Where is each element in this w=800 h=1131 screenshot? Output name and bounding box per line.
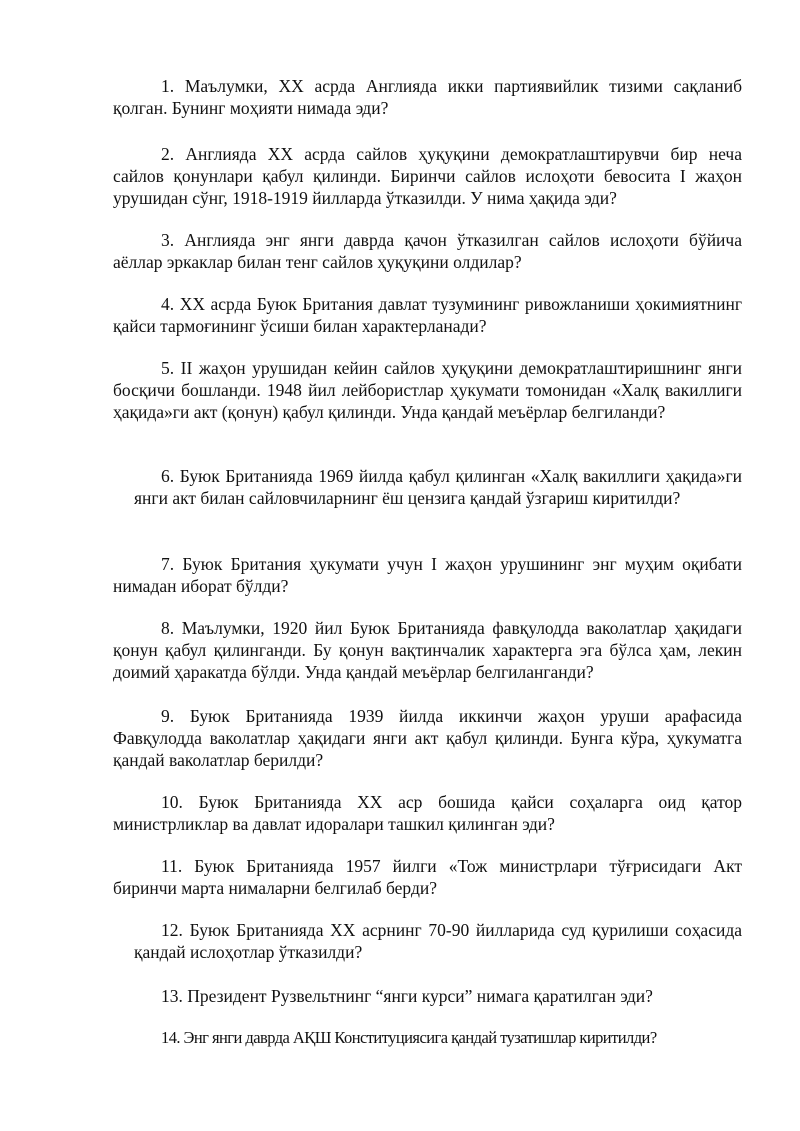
question-3: 3. Англияда энг янги даврда қачон ўтказилган сайлов ислоҳоти бўйича аёллар эркаклар билан тенг сайлов ҳуқуқини олдилар? — [113, 230, 742, 272]
question-12: 12. Буюк Британияда ХХ асрнинг 70-90 йилларида суд қурилиши соҳасида қандай ислоҳотлар ўтказилди? — [134, 920, 742, 962]
question-9: 9. Буюк Британияда 1939 йилда иккинчи жаҳон уруши арафасида Фавқулодда ваколатлар ҳақидаги янги акт қабул қилинди. Бунга кўра, ҳукуматга қандай ваколатлар берилди? — [113, 706, 742, 770]
question-8: 8. Маълумки, 1920 йил Буюк Британияда фавқулодда ваколатлар ҳақидаги қонун қабул қилинганди. Бу қонун вақтинчалик характерга эга бўлса ҳам, лекин доимий ҳаракатда бўлди. Унда қандай меъёрлар белгиланганди? — [113, 618, 742, 682]
question-2: 2. Англияда ХХ асрда сайлов ҳуқуқини демократлаштирувчи бир неча сайлов қонунлари қабул қилинди. Биринчи сайлов ислоҳоти бевосита I жаҳон урушидан сўнг, 1918-1919 йилларда ўтказилди. У нима ҳақида эди? — [113, 144, 742, 208]
question-6: 6. Буюк Британияда 1969 йилда қабул қилинган «Халқ вакиллиги ҳақида»ги янги акт билан сайловчиларнинг ёш цензига қандай ўзгариш киритилди? — [134, 466, 742, 508]
question-11: 11. Буюк Британияда 1957 йилги «Тож министрлари тўғрисидаги Акт биринчи марта нималарни белгилаб берди? — [113, 856, 742, 898]
question-1: 1. Маълумки, ХХ асрда Англияда икки партиявийлик тизими сақланиб қолган. Бунинг моҳияти нимада эди? — [113, 76, 742, 118]
question-14: 14. Энг янги даврда АҚШ Конституциясига қандай тузатишлар киритилди? — [161, 1028, 657, 1047]
question-13: 13. Президент Рузвельтнинг “янги курси” нимага қаратилган эди? — [161, 986, 653, 1006]
question-10: 10. Буюк Британияда ХХ аср бошида қайси соҳаларга оид қатор министрликлар ва давлат идоралари ташкил қилинган эди? — [113, 792, 742, 834]
question-4: 4. ХХ асрда Буюк Британия давлат тузумининг ривожланиши ҳокимиятнинг қайси тармоғининг ўсиши билан характерланади? — [113, 294, 742, 336]
question-7: 7. Буюк Британия ҳукумати учун I жаҳон урушининг энг муҳим оқибати нимадан иборат бўлди? — [113, 554, 742, 596]
question-5: 5. II жаҳон урушидан кейин сайлов ҳуқуқини демократлаштиришнинг янги босқичи бошланди. 1948 йил лейбористлар ҳукумати томонидан «Халқ вакиллиги ҳақида»ги акт (қонун) қабул қилинди. Унда қандай меъёрлар белгиланди? — [113, 358, 742, 422]
